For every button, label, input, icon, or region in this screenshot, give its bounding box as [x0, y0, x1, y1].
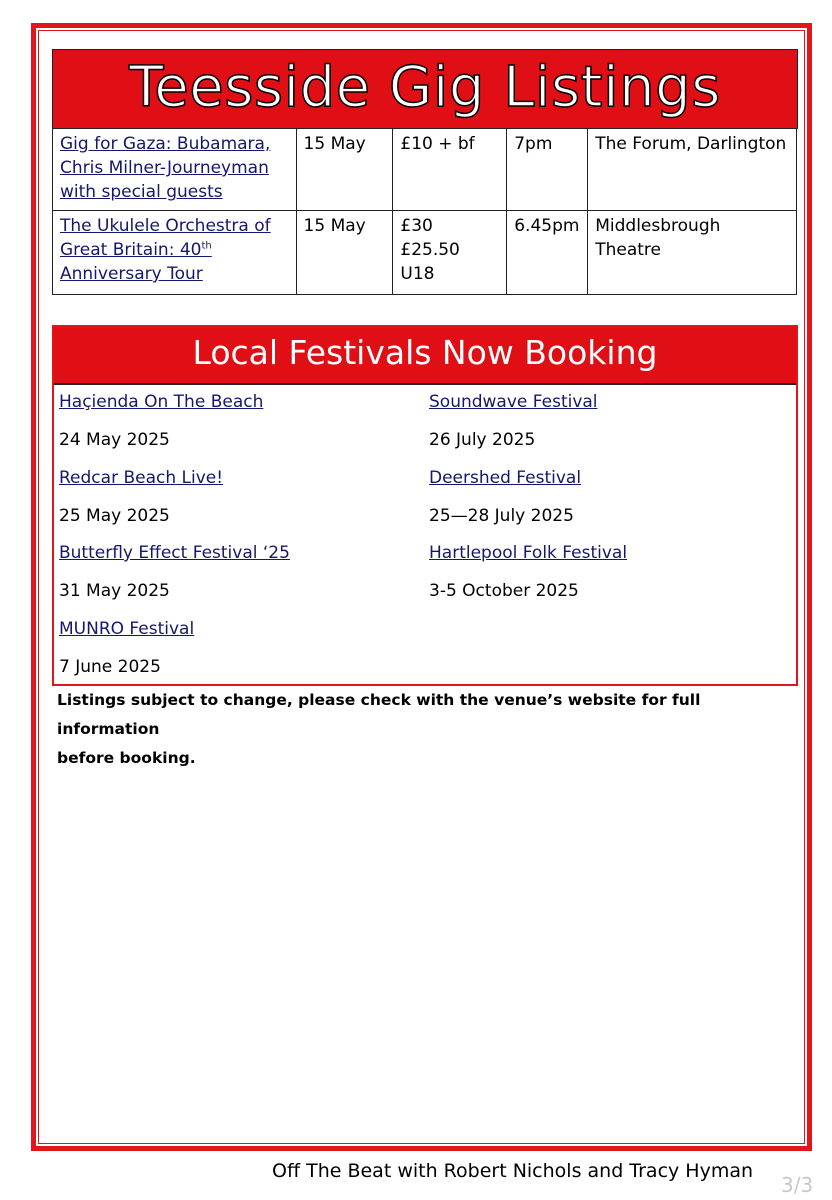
gig-name-cell: [53, 211, 297, 295]
footer-credit: Off The Beat with Robert Nichols and Tracy Hyman: [272, 1160, 754, 1182]
festivals-header: [54, 327, 796, 385]
list-item: [59, 464, 290, 540]
gig-date: 15 May: [296, 211, 393, 295]
list-item: [59, 539, 290, 615]
gig-time: 7pm: [507, 129, 588, 211]
page-number: 3/3: [781, 1173, 814, 1197]
gig-table: [52, 128, 797, 295]
festival-date: 31 May 2025: [59, 581, 170, 601]
festival-link[interactable]: Butterfly Effect Festival ‘25: [59, 543, 290, 563]
festival-link[interactable]: Haçienda On The Beach: [59, 392, 264, 412]
gig-date: 15 May: [296, 129, 393, 211]
list-item: [429, 388, 627, 464]
gig-listings-header: [52, 49, 798, 129]
festivals-title: Local Festivals Now Booking: [192, 332, 658, 372]
gig-name-cell: [53, 129, 297, 211]
festival-link[interactable]: Redcar Beach Live!: [59, 467, 224, 488]
gig-venue: The Forum, Darlington: [588, 129, 797, 211]
gig-link[interactable]: Gig for Gaza: Bubamara, Chris Milner-Journeyman with special guests: [60, 134, 271, 202]
page-title: Teesside Gig Listings: [129, 54, 721, 120]
gig-link[interactable]: The Ukulele Orchestra of Great Britain: 40th Anniversary Tour: [60, 216, 271, 284]
festival-link[interactable]: Soundwave Festival: [429, 392, 598, 412]
list-item: [59, 615, 290, 691]
list-item: [429, 464, 627, 540]
gig-price: £10 + bf: [393, 129, 507, 211]
festivals-left-column: [59, 388, 290, 690]
disclaimer-text: Listings subject to change, please check with the venue’s website for full information before booking.: [57, 691, 701, 767]
festivals-right-column: [429, 388, 627, 615]
table-row: [53, 129, 797, 211]
festival-date: 25—28 July 2025: [429, 505, 574, 526]
festival-date: 7 June 2025: [59, 656, 161, 677]
festival-date: 3-5 October 2025: [429, 581, 579, 601]
list-item: [429, 539, 627, 615]
gig-venue: Middlesbrough Theatre: [588, 211, 797, 295]
festival-link[interactable]: Deershed Festival: [429, 467, 582, 488]
gig-price: £30 £25.50 U18: [393, 211, 507, 295]
list-item: [59, 388, 290, 464]
festival-date: 26 July 2025: [429, 430, 536, 450]
festival-date: 25 May 2025: [59, 505, 170, 526]
festival-date: 24 May 2025: [59, 430, 170, 450]
table-row: [53, 211, 797, 295]
gig-time: 6.45pm: [507, 211, 588, 295]
festival-link[interactable]: MUNRO Festival: [59, 618, 195, 639]
festival-link[interactable]: Hartlepool Folk Festival: [429, 543, 628, 563]
